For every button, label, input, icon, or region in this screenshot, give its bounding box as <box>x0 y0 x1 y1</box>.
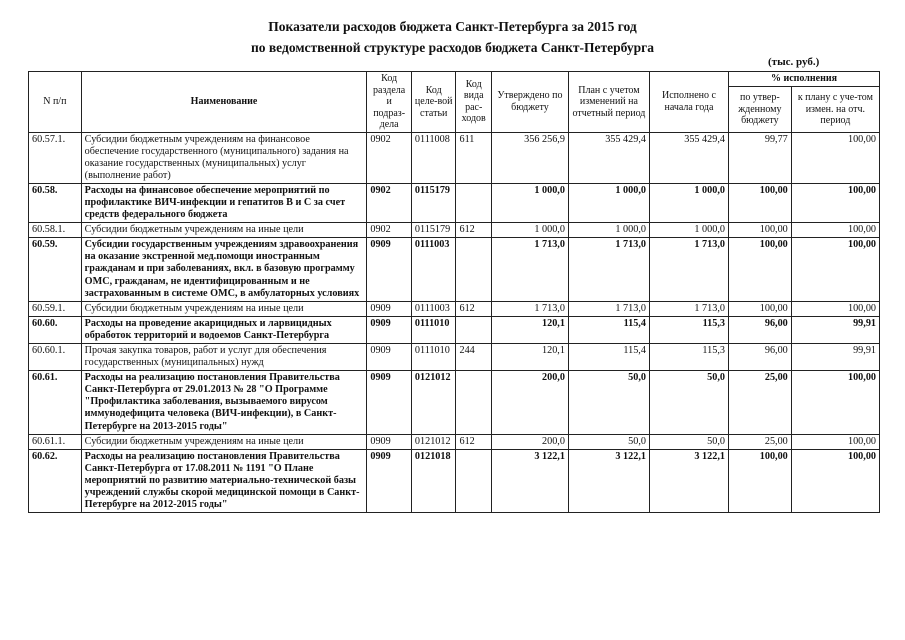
row-executed: 355 429,4 <box>649 132 728 183</box>
header-percent: % исполнения <box>728 72 879 87</box>
header-type: Код вида рас-ходов <box>456 72 491 133</box>
header-plan: План с учетом изменений на отчетный период <box>568 72 649 133</box>
row-plan: 1 713,0 <box>568 301 649 316</box>
table-row <box>29 449 880 512</box>
row-type <box>456 316 491 343</box>
row-plan: 1 000,0 <box>568 183 649 222</box>
row-pct-plan: 100,00 <box>791 238 879 301</box>
row-name: Субсидии бюджетным учреждениям на иные цели <box>81 223 367 238</box>
row-type: 612 <box>456 301 491 316</box>
row-approved: 1 000,0 <box>491 183 568 222</box>
row-pct-approved: 100,00 <box>728 223 791 238</box>
row-target: 0111003 <box>411 238 456 301</box>
row-pct-approved: 100,00 <box>728 449 791 512</box>
row-pct-plan: 99,91 <box>791 344 879 371</box>
row-pct-plan: 100,00 <box>791 223 879 238</box>
row-pct-approved: 100,00 <box>728 183 791 222</box>
row-section: 0909 <box>367 449 412 512</box>
row-num: 60.57.1. <box>29 132 82 183</box>
row-type: 612 <box>456 223 491 238</box>
budget-table <box>28 71 880 513</box>
row-pct-approved: 100,00 <box>728 301 791 316</box>
row-num: 60.60.1. <box>29 344 82 371</box>
row-target: 0115179 <box>411 223 456 238</box>
row-section: 0909 <box>367 371 412 434</box>
row-name: Расходы на реализацию постановления Правительства Санкт-Петербурга от 29.01.2013 № 28 "О Программе "Профилактика заболевания, вызываемого вирусом иммунодефицита человека (ВИЧ-инфекции), в Санкт-Петербурге на 2013-2015 годы" <box>81 371 367 434</box>
row-type: 612 <box>456 434 491 449</box>
row-pct-approved: 25,00 <box>728 434 791 449</box>
row-pct-approved: 100,00 <box>728 238 791 301</box>
row-approved: 120,1 <box>491 344 568 371</box>
row-plan: 1 713,0 <box>568 238 649 301</box>
table-row <box>29 344 880 371</box>
row-num: 60.62. <box>29 449 82 512</box>
row-section: 0909 <box>367 344 412 371</box>
row-executed: 50,0 <box>649 371 728 434</box>
row-type: 244 <box>456 344 491 371</box>
row-plan: 115,4 <box>568 316 649 343</box>
row-name: Прочая закупка товаров, работ и услуг для обеспечения государственных (муниципальных) нужд <box>81 344 367 371</box>
table-row <box>29 316 880 343</box>
table-row <box>29 238 880 301</box>
row-pct-approved: 96,00 <box>728 344 791 371</box>
row-type <box>456 183 491 222</box>
header-approved: Утверждено по бюджету <box>491 72 568 133</box>
row-target: 0121012 <box>411 434 456 449</box>
row-plan: 355 429,4 <box>568 132 649 183</box>
table-row <box>29 223 880 238</box>
table-row <box>29 371 880 434</box>
row-num: 60.58. <box>29 183 82 222</box>
row-executed: 1 713,0 <box>649 301 728 316</box>
table-row <box>29 132 880 183</box>
row-target: 0111010 <box>411 316 456 343</box>
header-name: Наименование <box>81 72 367 133</box>
row-approved: 200,0 <box>491 434 568 449</box>
row-type <box>456 371 491 434</box>
row-executed: 1 000,0 <box>649 183 728 222</box>
row-num: 60.58.1. <box>29 223 82 238</box>
row-num: 60.61. <box>29 371 82 434</box>
row-num: 60.61.1. <box>29 434 82 449</box>
row-approved: 1 713,0 <box>491 301 568 316</box>
row-pct-plan: 100,00 <box>791 434 879 449</box>
row-type <box>456 238 491 301</box>
row-pct-approved: 99,77 <box>728 132 791 183</box>
row-target: 0111003 <box>411 301 456 316</box>
report-subtitle: по ведомственной структуре расходов бюджета Санкт-Петербурга <box>250 40 655 55</box>
table-row <box>29 183 880 222</box>
row-name: Субсидии бюджетным учреждениям на финансовое обеспечение государственного (муниципального) задания на оказание государственных (муниципальных) услуг (выполнение работ) <box>81 132 367 183</box>
table-row <box>29 434 880 449</box>
row-approved: 356 256,9 <box>491 132 568 183</box>
header-pct-approved: по утвер-жденному бюджету <box>728 87 791 132</box>
row-plan: 1 000,0 <box>568 223 649 238</box>
row-executed: 3 122,1 <box>649 449 728 512</box>
row-section: 0909 <box>367 301 412 316</box>
row-executed: 1 713,0 <box>649 238 728 301</box>
row-plan: 115,4 <box>568 344 649 371</box>
row-executed: 1 000,0 <box>649 223 728 238</box>
row-pct-plan: 100,00 <box>791 132 879 183</box>
row-plan: 3 122,1 <box>568 449 649 512</box>
row-pct-plan: 100,00 <box>791 183 879 222</box>
header-target: Код целе-вой статьи <box>411 72 456 133</box>
row-pct-approved: 96,00 <box>728 316 791 343</box>
row-section: 0902 <box>367 223 412 238</box>
header-num: N п/п <box>29 72 82 133</box>
row-pct-plan: 99,91 <box>791 316 879 343</box>
row-approved: 200,0 <box>491 371 568 434</box>
row-type <box>456 449 491 512</box>
row-plan: 50,0 <box>568 371 649 434</box>
report-title: Показатели расходов бюджета Санкт-Петербурга за 2015 год <box>268 19 637 34</box>
row-approved: 120,1 <box>491 316 568 343</box>
header-section: Код раздела и подраз-дела <box>367 72 412 133</box>
row-target: 0121012 <box>411 371 456 434</box>
header-executed: Исполнено с начала года <box>649 72 728 133</box>
table-row <box>29 301 880 316</box>
row-approved: 1 713,0 <box>491 238 568 301</box>
row-pct-plan: 100,00 <box>791 371 879 434</box>
row-name: Субсидии бюджетным учреждениям на иные цели <box>81 301 367 316</box>
header-pct-plan: к плану с уче-том измен. на отч. период <box>791 87 879 132</box>
row-target: 0115179 <box>411 183 456 222</box>
row-name: Расходы на проведение акарицидных и ларвицидных обработок территорий и водоемов Санкт-Петербурга <box>81 316 367 343</box>
row-section: 0909 <box>367 316 412 343</box>
row-section: 0909 <box>367 434 412 449</box>
row-target: 0121018 <box>411 449 456 512</box>
row-num: 60.59.1. <box>29 301 82 316</box>
row-section: 0909 <box>367 238 412 301</box>
row-name: Расходы на финансовое обеспечение мероприятий по профилактике ВИЧ-инфекции и гепатитов В и С за счет средств федерального бюджета <box>81 183 367 222</box>
row-executed: 115,3 <box>649 316 728 343</box>
row-section: 0902 <box>367 132 412 183</box>
row-pct-plan: 100,00 <box>791 449 879 512</box>
row-pct-plan: 100,00 <box>791 301 879 316</box>
units-label: (тыс. руб.) <box>768 56 820 68</box>
row-pct-approved: 25,00 <box>728 371 791 434</box>
row-target: 0111008 <box>411 132 456 183</box>
row-executed: 115,3 <box>649 344 728 371</box>
row-num: 60.60. <box>29 316 82 343</box>
row-executed: 50,0 <box>649 434 728 449</box>
row-type: 611 <box>456 132 491 183</box>
row-num: 60.59. <box>29 238 82 301</box>
row-section: 0902 <box>367 183 412 222</box>
row-target: 0111010 <box>411 344 456 371</box>
row-name: Субсидии бюджетным учреждениям на иные цели <box>81 434 367 449</box>
row-plan: 50,0 <box>568 434 649 449</box>
row-approved: 1 000,0 <box>491 223 568 238</box>
row-approved: 3 122,1 <box>491 449 568 512</box>
row-name: Расходы на реализацию постановления Правительства Санкт-Петербурга от 17.08.2011 № 1191 "О Плане мероприятий по развитию материально-технической базы учреждений службы скорой медицинской помощи в Санкт-Петербурге на 2012-2015 годы" <box>81 449 367 512</box>
row-name: Субсидии государственным учреждениям здравоохранения на оказание экстренной мед.помощи иностранным гражданам и при заболеваниях, вкл. в базовую программу ОМС, гражданам, не идентифицированным и не застрахованным в системе ОМС, в амбулаторных условиях <box>81 238 367 301</box>
